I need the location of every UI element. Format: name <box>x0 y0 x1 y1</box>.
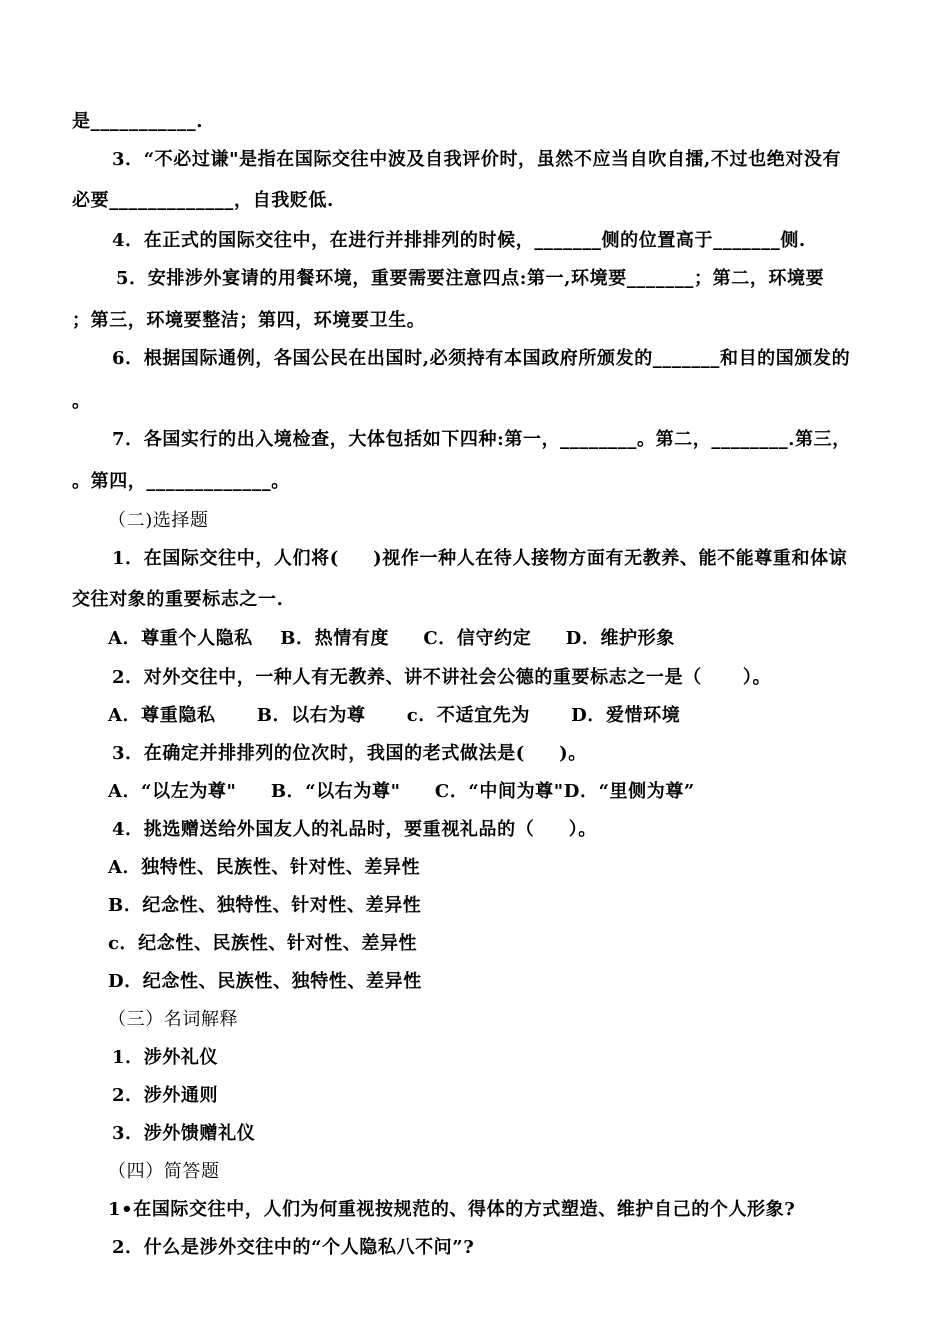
answer-option: A．独特性、民族性、针对性、差异性 <box>108 857 421 878</box>
answer-option: c．纪念性、民族性、针对性、差异性 <box>108 933 418 954</box>
term-item: 2．涉外通则 <box>112 1085 219 1106</box>
text-line: 7．各国实行的出入境检查，大体包括如下四种:第一，________。第二，________.第三， <box>112 429 851 450</box>
question-text: 2．对外交往中，一种人有无教养、讲不讲社会公德的重要标志之一是（ ）。 <box>112 667 772 688</box>
answer-option: D．纪念性、民族性、独特性、差异性 <box>108 971 422 992</box>
question-text: 交往对象的重要标志之一. <box>72 589 284 610</box>
section-heading: （四）简答题 <box>108 1161 220 1182</box>
term-item: 1．涉外礼仪 <box>112 1047 219 1068</box>
term-item: 3．涉外馈赠礼仪 <box>112 1123 256 1144</box>
question-text: 3．在确定并排排列的位次时，我国的老式做法是( )。 <box>112 743 587 764</box>
text-line: 是___________. <box>72 111 204 132</box>
answer-options: A．“以左为尊" B．“以右为尊" C．“中间为尊"D．“里侧为尊” <box>108 781 695 802</box>
question-text: 1．在国际交往中，人们将( )视作一种人在待人接物方面有无教养、能不能尊重和体谅 <box>112 548 848 569</box>
answer-options: A．尊重隐私 B．以右为尊 c．不适宜先为 D．爱惜环境 <box>108 705 681 726</box>
text-line: 5．安排涉外宴请的用餐环境，重要需要注意四点:第一,环境要_______；第二，环境要 <box>116 268 825 289</box>
question-text: 4．挑选赠送给外国友人的礼品时，要重视礼品的（ ）。 <box>112 819 597 840</box>
text-line: 6．根据国际通例，各国公民在出国时,必须持有本国政府所颁发的_______和目的国颁发的 <box>112 348 851 369</box>
text-line: 。第四，_____________。 <box>72 471 290 492</box>
question-text: 2．什么是涉外交往中的“个人隐私八不问”? <box>112 1237 475 1258</box>
text-line: 。 <box>72 391 91 412</box>
section-heading: （二)选择题 <box>108 510 209 531</box>
section-heading: （三）名词解释 <box>108 1009 239 1030</box>
text-line: 必要_____________，自我贬低. <box>72 190 334 211</box>
answer-options: A．尊重个人隐私 B．热情有度 C．信守约定 D．维护形象 <box>108 628 675 649</box>
answer-option: B．纪念性、独特性、针对性、差异性 <box>108 895 422 916</box>
question-text: 1•在国际交往中，人们为何重视按规范的、得体的方式塑造、维护自己的个人形象? <box>108 1199 796 1220</box>
text-line: ；第三，环境要整洁；第四，环境要卫生。 <box>72 310 426 331</box>
text-line: 3．“不必过谦"是指在国际交往中波及自我评价时，虽然不应当自吹自擂,不过也绝对没有 <box>112 149 842 170</box>
text-line: 4．在正式的国际交往中，在进行并排排列的时候，_______侧的位置高于_______侧. <box>112 230 806 251</box>
